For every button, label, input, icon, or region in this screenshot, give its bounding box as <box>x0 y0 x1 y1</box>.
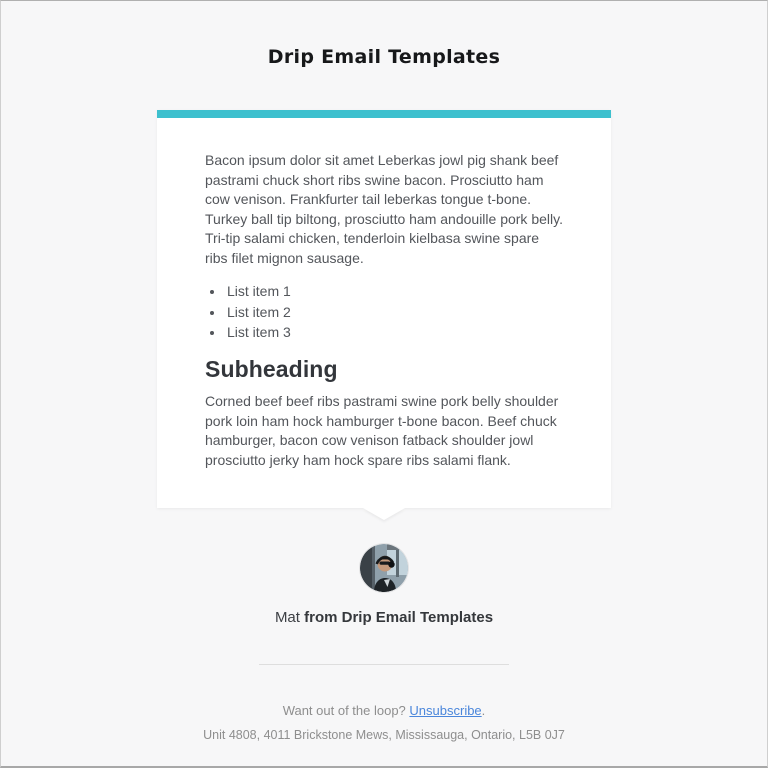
footer-divider <box>259 664 509 665</box>
sender-suffix: from Drip Email Templates <box>304 609 494 626</box>
email-card <box>157 110 611 508</box>
avatar <box>360 544 408 592</box>
card-accent-bar <box>157 110 611 118</box>
list-item: • List item 2 <box>225 303 563 323</box>
body-paragraph: Bacon ipsum dolor sit amet Leberkas jowl pig shank beef pastrami chuck short ribs swine bacon. Prosciutto ham cow venison. Frankfurter tail leberkas tongue t-bone. Turkey ball tip biltong, prosciutto ham andouille pork belly. Tri-tip salami chicken, tenderloin kielbasa swine spare ribs filet mignon sausage. <box>205 152 563 266</box>
page-title: Drip Email Templates <box>267 46 501 68</box>
byline <box>1 609 767 626</box>
sender-name: Mat <box>274 609 300 626</box>
subheading: Subheading <box>205 355 338 382</box>
address-line: Unit 4808, 4011 Brickstone Mews, Mississauga, Ontario, L5B 0J7 <box>203 727 565 742</box>
body-paragraph: Corned beef beef ribs pastrami swine pork belly shoulder pork loin ham hock hamburger t-bone bacon. Beef chuck hamburger, bacon cow venison fatback shoulder jowl prosciutto jerky ham hock spare ribs salami flank. <box>205 393 559 468</box>
optout-line <box>1 702 767 721</box>
optout-text: Want out of the loop? <box>282 703 410 718</box>
list-item: • List item 3 <box>225 323 563 343</box>
unsubscribe-link[interactable]: Unsubscribe <box>409 703 482 718</box>
card-body <box>157 118 611 508</box>
list-item: • List item 1 <box>225 282 563 302</box>
pilot-avatar-icon <box>360 544 408 592</box>
bullet-list <box>209 282 563 343</box>
speech-bubble-tail <box>363 508 405 520</box>
footer <box>1 702 767 744</box>
optout-period: . <box>481 703 486 718</box>
